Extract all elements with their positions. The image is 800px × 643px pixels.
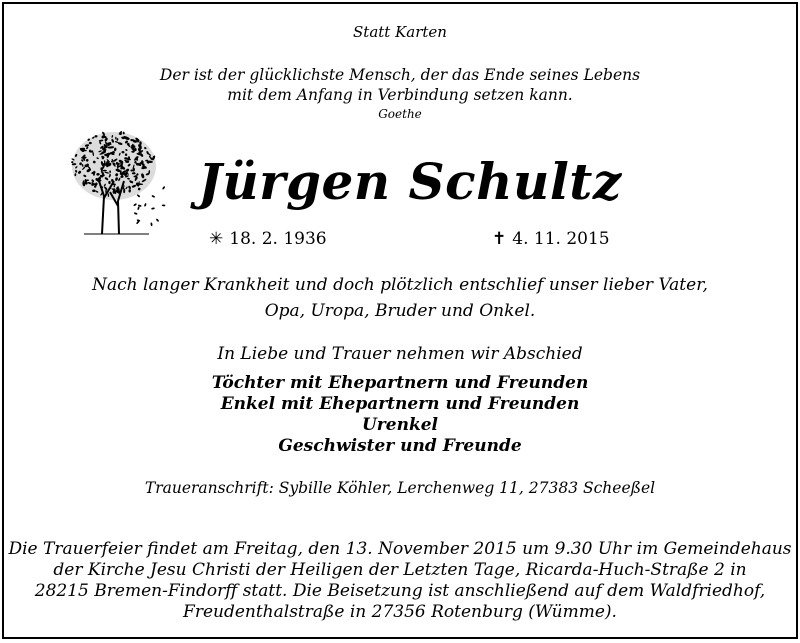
mourner-group: Geschwister und Freunde [278, 436, 522, 456]
quote [4, 65, 796, 105]
service-line: 28215 Bremen-Findorff statt. Die Beisetzung ist anschließend auf dem Waldfriedhof, [34, 581, 766, 601]
obituary-notice [2, 2, 798, 639]
death-cross-icon: ✝ [492, 229, 507, 249]
birth-star-icon: ✳ [209, 229, 224, 249]
mourner-group: Töchter mit Ehepartnern und Freunden [211, 373, 589, 393]
mourner-group: Enkel mit Ehepartnern und Freunden [220, 394, 580, 414]
quote-line: Der ist der glücklichste Mensch, der das Ende seines Lebens [159, 66, 641, 84]
top-note: Statt Karten [353, 23, 447, 41]
announcement-line: Nach langer Krankheit und doch plötzlich entschlief unser lieber Vater, [92, 275, 708, 295]
birth-date [209, 229, 327, 249]
service-line: Die Trauerfeier findet am Freitag, den 13. November 2015 um 9.30 Uhr im Gemeindehaus [8, 539, 792, 559]
mourner-group: Urenkel [361, 415, 438, 435]
mourners-list [4, 373, 796, 457]
death-date [492, 229, 610, 249]
service-line: Freudenthalstraße in 27356 Rotenburg (Wümme). [183, 602, 617, 622]
service-line: der Kirche Jesu Christi der Heiligen der Letzten Tage, Ricarda-Huch-Straße 2 in [53, 560, 747, 580]
announcement-line: Opa, Uropa, Bruder und Onkel. [264, 301, 536, 321]
quote-author: Goethe [378, 107, 422, 121]
death-date-value: 4. 11. 2015 [512, 229, 610, 249]
farewell-line: In Liebe und Trauer nehmen wir Abschied [217, 344, 583, 364]
mourning-address: Traueranschrift: Sybille Köhler, Lerchenweg 11, 27383 Scheeßel [144, 479, 656, 497]
quote-line: mit dem Anfang in Verbindung setzen kann. [227, 86, 573, 104]
service-info [4, 539, 796, 623]
birth-date-value: 18. 2. 1936 [229, 229, 327, 249]
announcement [4, 272, 796, 324]
deceased-name: Jürgen Schultz [198, 152, 622, 211]
